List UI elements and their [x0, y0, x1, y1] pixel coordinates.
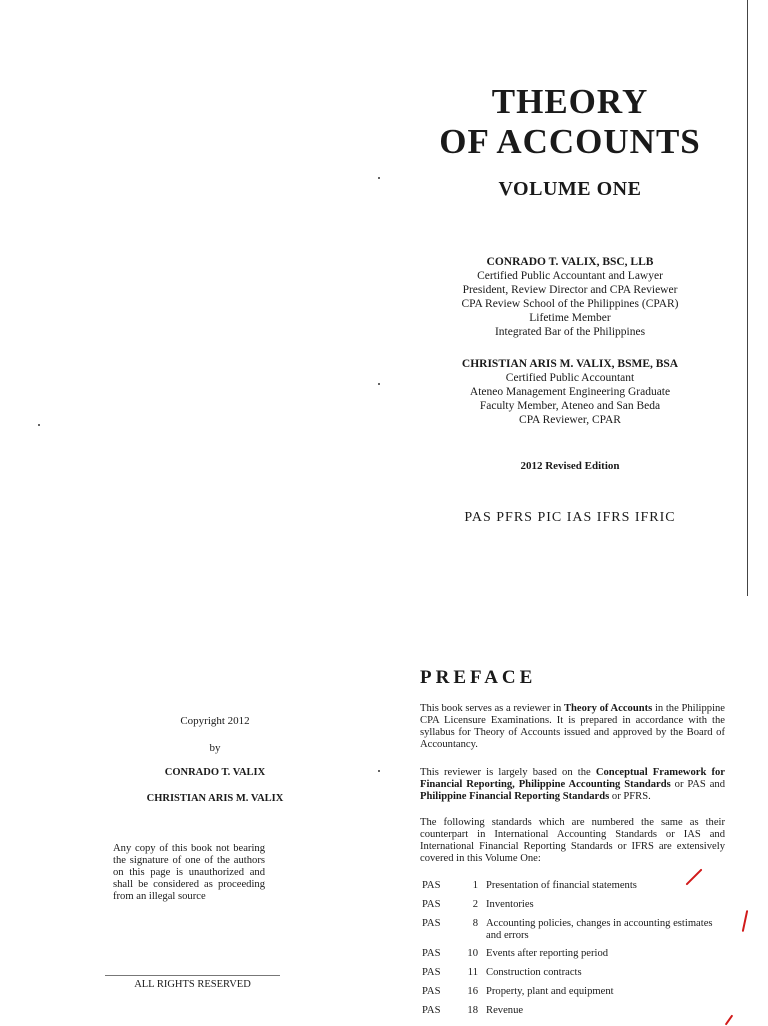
standard-number: 16 — [467, 986, 478, 997]
text-run-bold: Theory of Accounts — [563, 703, 653, 714]
text-run: This book serves as a reviewer in — [420, 703, 564, 714]
scan-speck — [378, 770, 380, 772]
copyright-author2: CHRISTIAN ARIS M. VALIX — [146, 793, 284, 804]
standard-list-item — [422, 880, 727, 892]
standard-number: 8 — [472, 918, 478, 929]
standard-code: PAS — [422, 986, 441, 997]
author1-line: Lifetime Member — [529, 312, 611, 324]
text-run-bold: Conceptual Framework for Financial Reporting, Philippine Accounting Standards — [420, 767, 726, 790]
standard-description: Inventories — [486, 899, 534, 910]
standard-list-item — [422, 967, 727, 979]
author1-line: Integrated Bar of the Philippines — [494, 326, 646, 338]
copyright-notice: Any copy of this book not bearing the signature of one of the authors on this page is unauthorized and shall be considered as proceeding from an illegal source — [113, 843, 265, 902]
standard-number: 11 — [467, 967, 478, 978]
preface-heading: PREFACE — [420, 667, 537, 688]
standard-code: PAS — [422, 899, 441, 910]
author1-block — [425, 255, 715, 339]
author2-line: Faculty Member, Ateneo and San Beda — [479, 400, 661, 412]
standard-number: 18 — [467, 1005, 478, 1016]
copyright-by: by — [209, 742, 221, 754]
preface-paragraph-1 — [420, 703, 725, 751]
standard-number: 2 — [472, 899, 478, 910]
standard-description: Events after reporting period — [486, 948, 609, 959]
text-run: This reviewer is largely based on the — [420, 767, 596, 778]
author2-line: Ateneo Management Engineering Graduate — [469, 386, 671, 398]
author1-line: CPA Review School of the Philippines (CPAR) — [461, 298, 679, 310]
page-edge-divider — [747, 0, 748, 596]
copyright-line: Copyright 2012 — [180, 715, 250, 727]
standard-description: Property, plant and equipment — [486, 986, 614, 997]
book-title-line2: OF ACCOUNTS — [439, 122, 701, 161]
standard-code: PAS — [422, 880, 441, 891]
author2-name: CHRISTIAN ARIS M. VALIX, BSME, BSA — [461, 358, 679, 370]
preface-paragraph-2 — [420, 767, 725, 803]
text-run: or PAS and — [670, 779, 726, 790]
text-run-bold: Philippine Financial Reporting Standards — [420, 791, 610, 802]
copyright-author1: CONRADO T. VALIX — [164, 767, 266, 778]
standard-code: PAS — [422, 1005, 441, 1016]
scan-speck — [378, 383, 380, 385]
standard-description: Presentation of financial statements — [486, 880, 637, 891]
red-pen-mark — [742, 910, 749, 932]
signature-line — [105, 975, 280, 976]
standard-description: Construction contracts — [486, 967, 582, 978]
author2-line: Certified Public Accountant — [505, 372, 635, 384]
volume-label: VOLUME ONE — [498, 178, 642, 200]
standard-number: 1 — [472, 880, 478, 891]
standards-label: PAS PFRS PIC IAS IFRS IFRIC — [464, 510, 676, 525]
author1-line: President, Review Director and CPA Reviewer — [462, 284, 678, 296]
author1-line: Certified Public Accountant and Lawyer — [477, 270, 663, 282]
text-run: in the Philippine CPA Licensure Examinations. It is prepared in accordance with the syllabus for Theory of Accounts issued and approved by the Board of Accountancy. — [420, 703, 726, 750]
preface-paragraph-3: The following standards which are numbered the same as their counterpart in International Accounting Standards or IAS and International Financial Reporting Standards or IFRS are extensively covered in this Volume One: — [420, 817, 725, 864]
standard-code: PAS — [422, 948, 441, 959]
standard-list-item — [422, 899, 727, 911]
standard-code: PAS — [422, 918, 441, 929]
author2-block — [425, 357, 715, 427]
standard-list-item — [422, 948, 727, 960]
standard-list-item — [422, 1005, 727, 1017]
standard-number: 10 — [467, 948, 478, 959]
scan-speck — [38, 424, 40, 426]
book-title-line1: THEORY — [491, 82, 649, 121]
all-rights-reserved: ALL RIGHTS RESERVED — [134, 979, 251, 990]
standard-code: PAS — [422, 967, 441, 978]
author2-line: CPA Reviewer, CPAR — [519, 414, 621, 426]
standard-description: Revenue — [486, 1005, 524, 1016]
standard-description: Accounting policies, changes in accounting estimates and errors — [486, 918, 713, 941]
edition-label: 2012 Revised Edition — [520, 460, 620, 472]
standard-list-item — [422, 918, 727, 942]
scan-speck — [378, 177, 380, 179]
text-run: or PFRS. — [609, 791, 651, 802]
author1-name: CONRADO T. VALIX, BSC, LLB — [486, 256, 654, 268]
standard-list-item — [422, 986, 727, 998]
